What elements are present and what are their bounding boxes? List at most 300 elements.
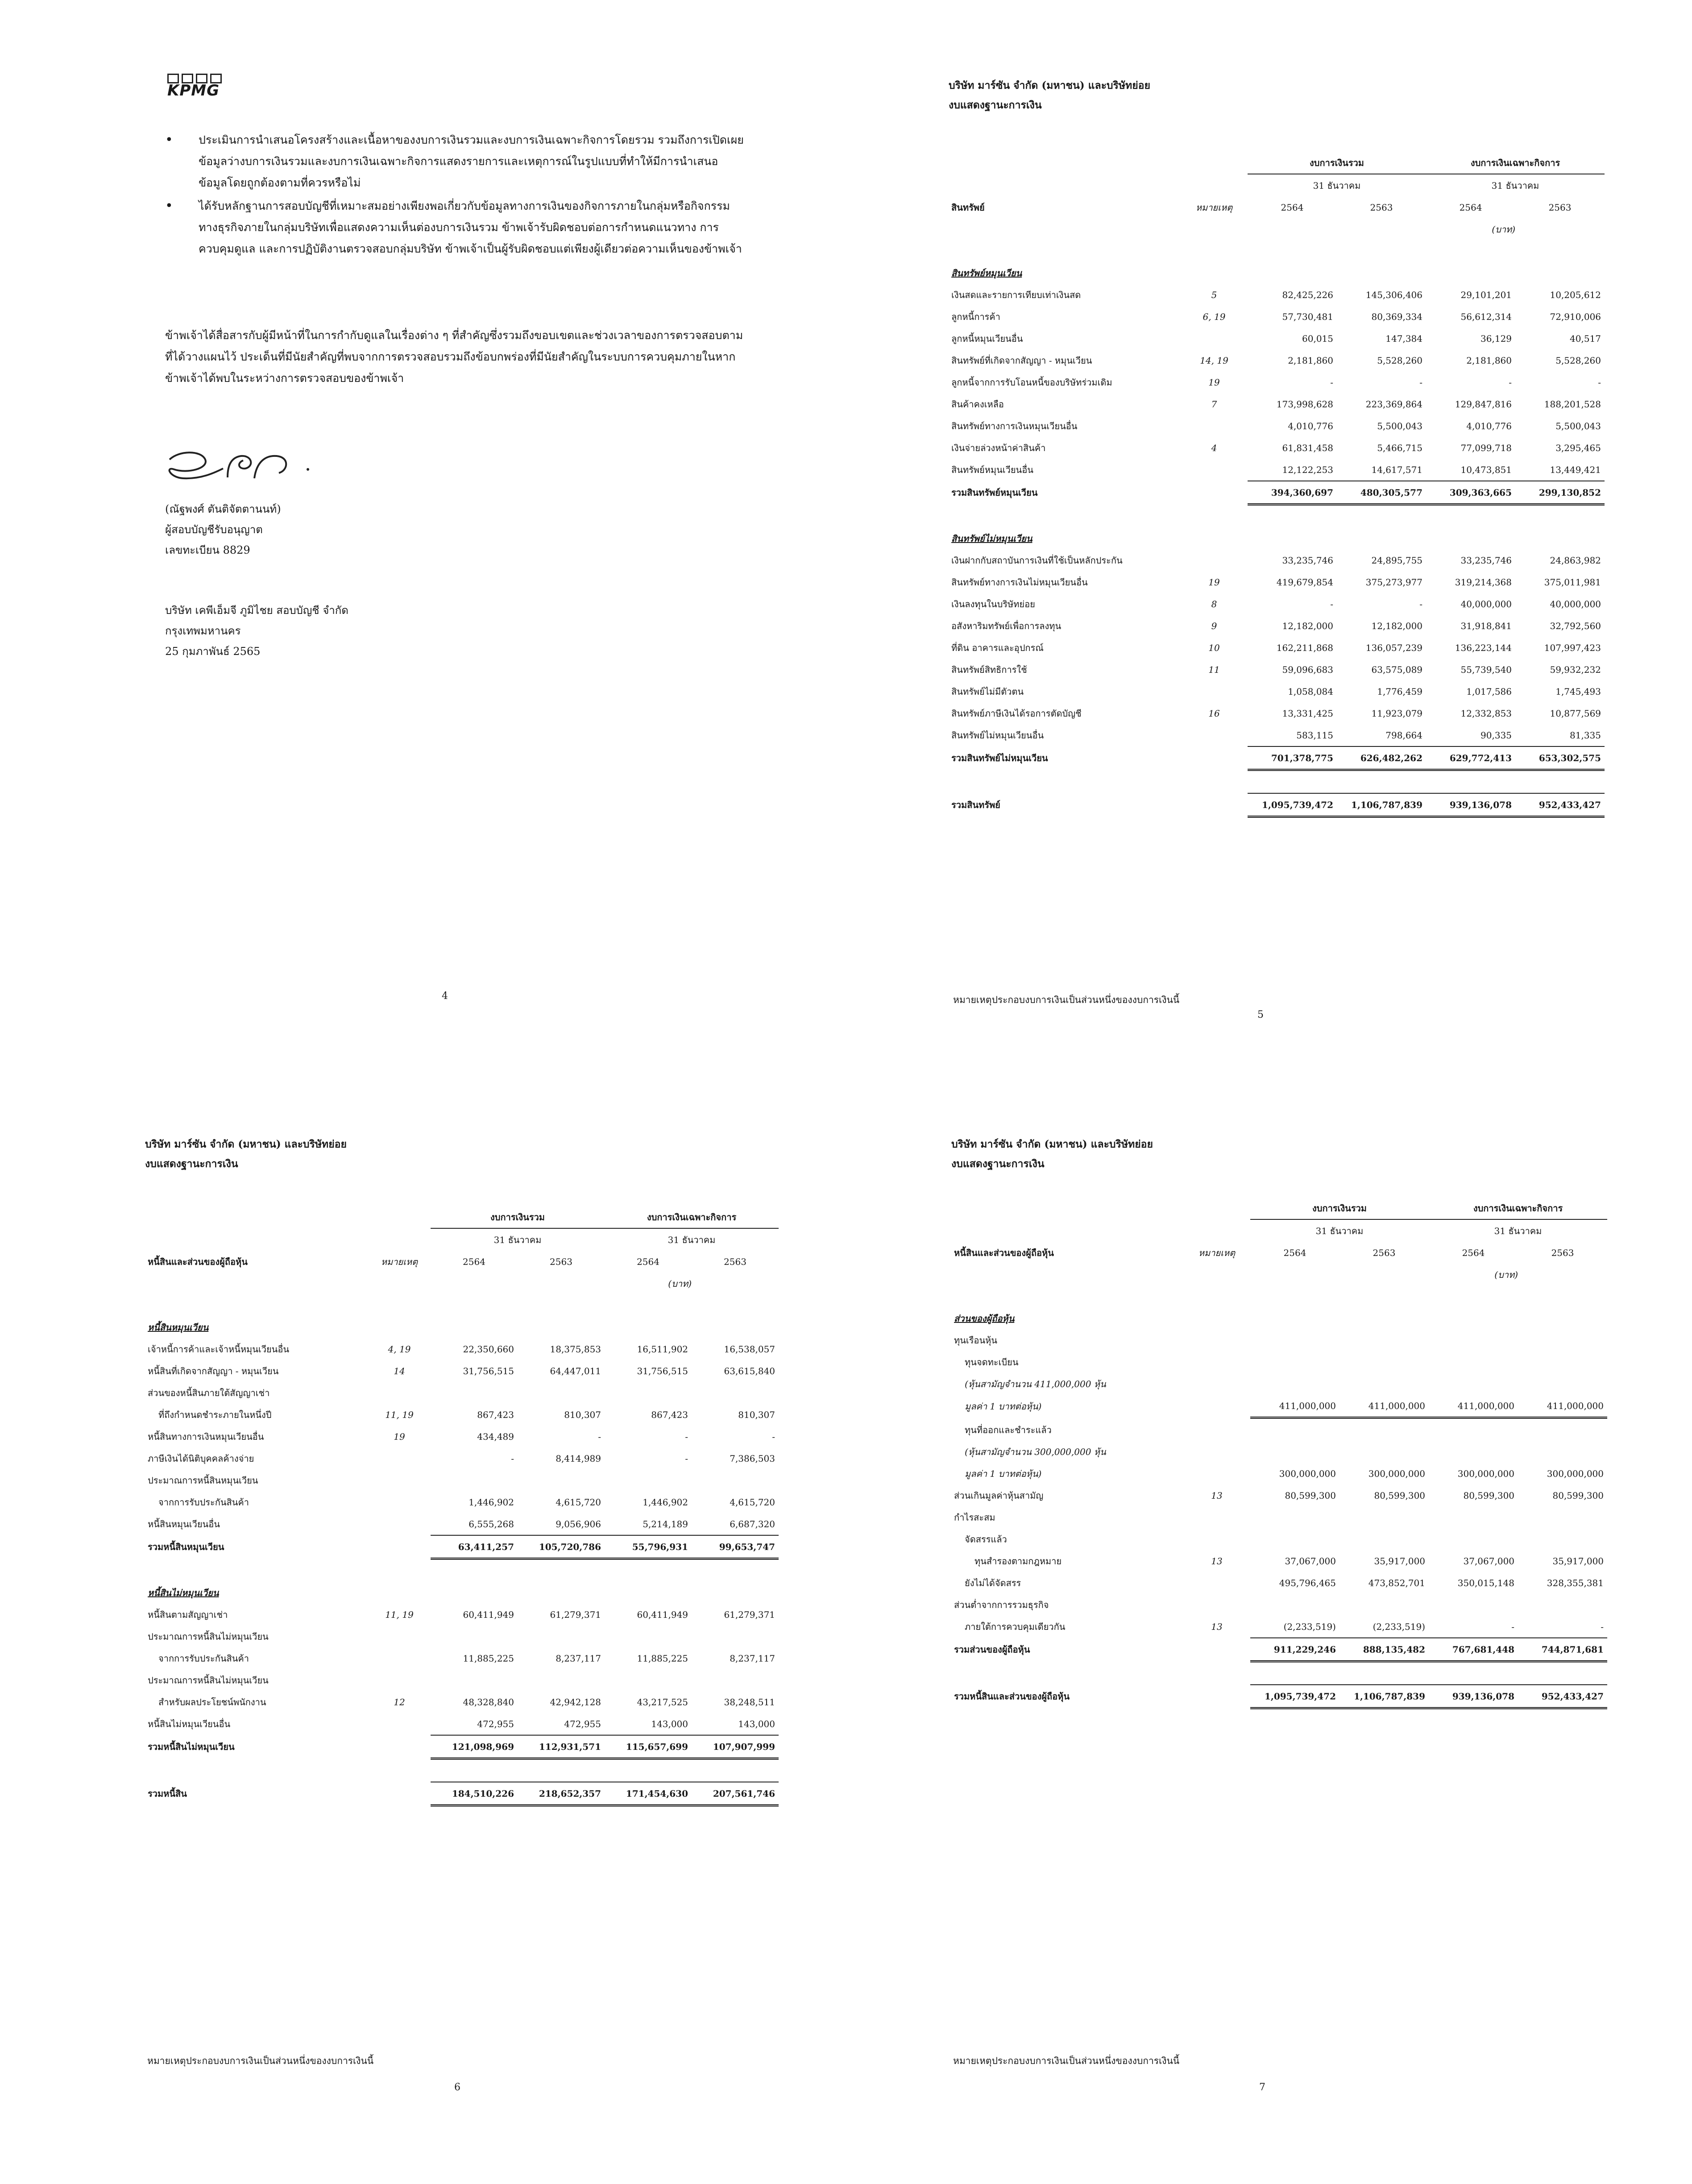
table-row xyxy=(145,1382,779,1404)
amount-cell: 112,931,571 xyxy=(518,1735,605,1759)
table-row xyxy=(949,240,1605,262)
empty-cell xyxy=(1426,770,1515,794)
amount-cell: 24,895,755 xyxy=(1371,555,1423,566)
empty-cell xyxy=(1515,770,1605,794)
row-label: หนี้สินไม่หมุนเวียนอื่น xyxy=(148,1719,231,1729)
row-label: ส่วนเกินมูลค่าหุ้นสามัญ xyxy=(954,1490,1044,1501)
amount-cell: 80,599,300 xyxy=(1463,1490,1515,1501)
row-label: ประมาณการหนี้สินหมุนเวียน xyxy=(148,1475,258,1486)
firm-city: กรุงเทพมหานคร xyxy=(165,625,241,637)
footnote: หมายเหตุประกอบงบการเงินเป็นส่วนหนึ่งของงบการเงินนี้ xyxy=(953,995,1180,1005)
amount-cell: 38,248,511 xyxy=(724,1696,776,1707)
table-row xyxy=(951,1418,1607,1441)
amount-cell: 939,136,078 xyxy=(1429,1685,1518,1708)
year-header: 2563 xyxy=(1370,202,1393,213)
amount-cell: 136,223,144 xyxy=(1455,642,1512,653)
empty-cell xyxy=(1429,1662,1518,1685)
amount-cell: 77,099,718 xyxy=(1460,442,1512,453)
amount-cell: 952,433,427 xyxy=(1515,793,1605,817)
amount-cell: - xyxy=(598,1431,601,1442)
amount-cell: 5,466,715 xyxy=(1377,442,1423,453)
amount-cell: 60,015 xyxy=(1302,333,1333,344)
note-ref: 14, 19 xyxy=(1200,355,1228,366)
empty-cell xyxy=(1181,505,1248,528)
amount-cell: 43,217,525 xyxy=(637,1696,688,1707)
row-label: ลูกหนี้การค้า xyxy=(951,311,1000,322)
note-ref xyxy=(1183,1463,1250,1484)
amount-cell: 411,000,000 xyxy=(1340,1395,1429,1418)
empty-cell xyxy=(1183,1662,1250,1685)
note-ref: 8 xyxy=(1211,598,1217,609)
row-label: เงินสดและรายการเทียบเท่าเงินสด xyxy=(951,289,1081,300)
note-ref: 19 xyxy=(394,1431,405,1442)
as-at-date: 31 ธันวาคม xyxy=(494,1234,542,1245)
note-ref: 13 xyxy=(1211,1555,1223,1567)
year-header: 2563 xyxy=(550,1256,572,1267)
row-label: หนี้สินหมุนเวียนอื่น xyxy=(148,1519,220,1529)
row-label: สินทรัพย์หมุนเวียนอื่น xyxy=(951,464,1033,475)
year-header: 2564 xyxy=(1459,202,1482,213)
row-label: ภาษีเงินได้นิติบุคคลค้างจ่าย xyxy=(148,1453,254,1464)
amount-cell: 1,058,084 xyxy=(1288,686,1333,697)
note-ref: 16 xyxy=(1208,708,1220,719)
empty-cell xyxy=(1340,1285,1429,1307)
table-row xyxy=(949,793,1605,817)
page-number: 5 xyxy=(1257,1009,1264,1020)
row-label: ทุนจดทะเบียน xyxy=(965,1356,1019,1368)
page-4 xyxy=(0,0,846,1089)
amount-cell: 473,852,701 xyxy=(1368,1577,1426,1588)
note-ref: 13 xyxy=(1211,1621,1223,1632)
table-row xyxy=(949,593,1605,615)
amount-cell: 13,331,425 xyxy=(1282,708,1333,719)
empty-cell xyxy=(368,1559,431,1582)
row-label: เงินจ่ายล่วงหน้าค่าสินค้า xyxy=(951,442,1046,453)
table-row xyxy=(145,1469,779,1491)
amount-cell: 35,917,000 xyxy=(1552,1555,1604,1567)
section-title: สินทรัพย์ xyxy=(951,202,985,213)
amount-cell: 55,796,931 xyxy=(605,1535,692,1559)
row-label: รวมหนี้สินหมุนเวียน xyxy=(148,1542,224,1553)
row-label: ที่ถึงกำหนดชำระภายในหนึ่งปี xyxy=(158,1409,272,1420)
amount-cell: 5,528,260 xyxy=(1555,355,1601,366)
section-heading: ส่วนของผู้ถือหุ้น xyxy=(954,1313,1015,1324)
row-label: สินทรัพย์สิทธิการใช้ xyxy=(951,664,1027,675)
table-row xyxy=(949,437,1605,459)
note-ref: 5 xyxy=(1211,289,1217,300)
amount-cell: - xyxy=(1509,377,1512,388)
amount-cell: 12,332,853 xyxy=(1460,708,1512,719)
amount-cell: 300,000,000 xyxy=(1457,1468,1515,1479)
amount-cell: 7,386,503 xyxy=(730,1453,776,1464)
section-title: หนี้สินและส่วนของผู้ถือหุ้น xyxy=(148,1256,248,1267)
table-row xyxy=(951,1441,1607,1463)
amount-cell: 375,273,977 xyxy=(1365,576,1423,588)
amount-cell: 411,000,000 xyxy=(1429,1395,1518,1418)
financial-position-equity-table xyxy=(951,1197,1607,1709)
kpmg-logo xyxy=(167,74,225,99)
amount-cell: 14,617,571 xyxy=(1337,459,1426,481)
amount-cell: 48,328,840 xyxy=(463,1696,514,1707)
empty-cell xyxy=(1429,1285,1518,1307)
amount-cell: 2,181,860 xyxy=(1466,355,1512,366)
table-row xyxy=(949,459,1605,481)
table-row xyxy=(949,549,1605,571)
empty-cell xyxy=(949,240,1181,262)
note-ref: 19 xyxy=(1208,377,1220,388)
amount-cell: - xyxy=(685,1431,688,1442)
row-label: ทุนเรือนหุ้น xyxy=(954,1334,997,1346)
amount-cell: 136,057,239 xyxy=(1365,642,1423,653)
table-row xyxy=(949,505,1605,528)
amount-cell: 57,730,481 xyxy=(1282,311,1333,322)
amount-cell: 411,000,000 xyxy=(1250,1395,1340,1418)
table-row xyxy=(145,1535,779,1559)
amount-cell: 12,182,000 xyxy=(1371,620,1423,631)
row-label: เงินลงทุนในบริษัทย่อย xyxy=(951,598,1035,609)
table-row xyxy=(145,1604,779,1625)
amount-cell: (2,233,519) xyxy=(1250,1616,1340,1638)
amount-cell: 33,235,746 xyxy=(1460,555,1512,566)
page-number: 7 xyxy=(1259,2082,1265,2093)
empty-cell xyxy=(692,1559,779,1582)
amount-cell: 629,772,413 xyxy=(1426,746,1515,770)
amount-cell: 59,096,683 xyxy=(1282,664,1333,675)
note-ref xyxy=(368,1447,431,1469)
note-header: หมายเหตุ xyxy=(1195,202,1233,213)
as-at-date: 31 ธันวาคม xyxy=(1494,1225,1542,1236)
amount-cell: 223,369,864 xyxy=(1365,398,1423,410)
empty-cell xyxy=(145,1294,368,1316)
amount-cell: 5,528,260 xyxy=(1377,355,1423,366)
amount-cell: 319,214,368 xyxy=(1455,576,1512,588)
amount-cell: 72,910,006 xyxy=(1550,311,1601,322)
year-header: 2564 xyxy=(1462,1247,1485,1258)
company-name: บริษัท มาร์ซัน จำกัด (มหาชน) และบริษัทย่อย xyxy=(951,1138,1153,1150)
amount-cell: 107,997,423 xyxy=(1544,642,1601,653)
amount-cell: 394,360,697 xyxy=(1248,481,1337,505)
empty-cell xyxy=(1250,1285,1340,1307)
table-row xyxy=(951,1685,1607,1708)
row-label: ทุนสำรองตามกฎหมาย xyxy=(975,1555,1062,1567)
amount-cell: 472,955 xyxy=(518,1713,605,1735)
table-row xyxy=(145,1647,779,1669)
row-label: ประมาณการหนี้สินไม่หมุนเวียน xyxy=(148,1674,269,1686)
note-ref xyxy=(1183,1395,1250,1418)
amount-cell: 105,720,786 xyxy=(518,1535,605,1559)
footnote: หมายเหตุประกอบงบการเงินเป็นส่วนหนึ่งของงบการเงินนี้ xyxy=(953,2056,1180,2066)
note-ref xyxy=(1181,793,1248,817)
table-row xyxy=(949,680,1605,702)
note-ref xyxy=(368,1782,431,1806)
table-row xyxy=(949,571,1605,593)
empty-cell xyxy=(1181,240,1248,262)
amount-cell: 867,423 xyxy=(477,1409,514,1420)
table-row xyxy=(949,659,1605,680)
amount-cell: 8,414,989 xyxy=(556,1453,601,1464)
as-at-date: 31 ธันวาคม xyxy=(668,1234,716,1245)
amount-cell: 80,599,300 xyxy=(1552,1490,1604,1501)
row-label: สินทรัพย์ที่เกิดจากสัญญา - หมุนเวียน xyxy=(951,355,1092,366)
amount-cell: 11,885,225 xyxy=(463,1653,514,1664)
table-row xyxy=(145,1669,779,1691)
amount-cell: 8,237,117 xyxy=(730,1653,776,1664)
row-label: ประมาณการหนี้สินไม่หมุนเวียน xyxy=(148,1631,269,1642)
amount-cell: 80,599,300 xyxy=(1285,1490,1336,1501)
amount-cell: 1,446,902 xyxy=(469,1496,514,1508)
empty-cell xyxy=(1515,505,1605,528)
table-row xyxy=(951,1528,1607,1550)
as-at-date: 31 ธันวาคม xyxy=(1315,1225,1364,1236)
note-ref: 19 xyxy=(1208,576,1220,588)
amount-cell: 147,384 xyxy=(1385,333,1423,344)
amount-cell: 419,679,854 xyxy=(1276,576,1333,588)
empty-cell xyxy=(951,1285,1183,1307)
amount-cell: 10,205,612 xyxy=(1550,289,1601,300)
row-label: ยังไม่ได้จัดสรร xyxy=(965,1577,1021,1588)
row-label: หนี้สินตามสัญญาเช่า xyxy=(148,1609,228,1620)
year-header: 2563 xyxy=(1373,1247,1396,1258)
auditor-block xyxy=(165,499,281,560)
row-label: (หุ้นสามัญจำนวน 411,000,000 หุ้น xyxy=(965,1378,1106,1389)
note-ref: 13 xyxy=(1211,1490,1223,1501)
amount-cell: 184,510,226 xyxy=(431,1782,518,1806)
amount-cell: 952,433,427 xyxy=(1518,1685,1607,1708)
amount-cell: 59,932,232 xyxy=(1550,664,1601,675)
amount-cell: 64,447,011 xyxy=(550,1365,601,1376)
amount-cell: (2,233,519) xyxy=(1340,1616,1429,1638)
amount-cell: 61,279,371 xyxy=(550,1609,601,1620)
col-separate: งบการเงินเฉพาะกิจการ xyxy=(1429,1197,1607,1219)
amount-cell: 328,355,381 xyxy=(1547,1577,1604,1588)
page-number: 6 xyxy=(454,2082,460,2093)
amount-cell: - xyxy=(772,1431,776,1442)
page-number: 4 xyxy=(442,990,448,1002)
empty-cell xyxy=(1248,240,1337,262)
note-ref xyxy=(1183,1638,1250,1662)
amount-cell: 143,000 xyxy=(605,1713,692,1735)
amount-cell: 1,095,739,472 xyxy=(1248,793,1337,817)
amount-cell: 61,279,371 xyxy=(724,1609,776,1620)
note-ref xyxy=(1181,327,1248,349)
page-6 xyxy=(0,1092,846,2184)
amount-cell: 309,363,665 xyxy=(1426,481,1515,505)
empty-cell xyxy=(692,1759,779,1782)
row-label: มูลค่า 1 บาทต่อหุ้น) xyxy=(965,1468,1042,1479)
row-label: เงินฝากกับสถาบันการเงินที่ใช้เป็นหลักประกัน xyxy=(951,555,1123,566)
as-at-date: 31 ธันวาคม xyxy=(1491,180,1539,191)
empty-cell xyxy=(949,505,1181,528)
note-ref xyxy=(368,1713,431,1735)
note-ref: 11, 19 xyxy=(385,1609,414,1620)
statement-title: งบแสดงฐานะการเงิน xyxy=(949,99,1042,111)
amount-cell: 60,411,949 xyxy=(463,1609,514,1620)
note-ref xyxy=(1183,1572,1250,1594)
amount-cell: 4,010,776 xyxy=(1288,420,1333,431)
note-ref: 11, 19 xyxy=(385,1409,414,1420)
col-separate: งบการเงินเฉพาะกิจการ xyxy=(1426,152,1605,174)
unit-label: (บาท) xyxy=(1492,224,1516,235)
empty-cell xyxy=(1340,1662,1429,1685)
note-ref xyxy=(1183,1685,1250,1708)
empty-cell xyxy=(605,1294,692,1316)
table-row xyxy=(949,415,1605,437)
table-row xyxy=(145,1447,779,1469)
note-ref: 12 xyxy=(394,1696,405,1707)
row-label: กำไรสะสม xyxy=(954,1512,995,1523)
amount-cell: 40,000,000 xyxy=(1460,598,1512,609)
amount-cell: 115,657,699 xyxy=(605,1735,692,1759)
amount-cell: 810,307 xyxy=(564,1409,601,1420)
empty-cell xyxy=(1248,505,1337,528)
row-label: ลูกหนี้จากการรับโอนหนี้ของบริษัทร่วมเดิม xyxy=(951,377,1112,388)
amount-cell: 16,511,902 xyxy=(637,1343,688,1355)
table-row xyxy=(951,1550,1607,1572)
amount-cell: 3,295,465 xyxy=(1555,442,1601,453)
note-ref xyxy=(368,1535,431,1559)
amount-cell: 63,615,840 xyxy=(724,1365,776,1376)
empty-cell xyxy=(368,1759,431,1782)
empty-cell xyxy=(605,1559,692,1582)
amount-cell: 22,350,660 xyxy=(463,1343,514,1355)
amount-cell: 29,101,201 xyxy=(1460,289,1512,300)
note-ref xyxy=(1181,549,1248,571)
amount-cell: 60,411,949 xyxy=(637,1609,688,1620)
empty-cell xyxy=(1337,240,1426,262)
company-name: บริษัท มาร์ซัน จำกัด (มหาชน) และบริษัทย่อย xyxy=(145,1138,347,1150)
table-row xyxy=(951,1463,1607,1484)
amount-cell: 5,500,043 xyxy=(1377,420,1423,431)
note-header: หมายเหตุ xyxy=(381,1256,418,1267)
amount-cell: 33,235,746 xyxy=(1282,555,1333,566)
amount-cell: 42,942,128 xyxy=(550,1696,601,1707)
amount-cell: 107,907,999 xyxy=(692,1735,779,1759)
empty-cell xyxy=(1337,505,1426,528)
financial-position-liabilities-table xyxy=(145,1206,779,1807)
amount-cell: 350,015,148 xyxy=(1457,1577,1515,1588)
table-row xyxy=(949,481,1605,505)
amount-cell: 37,067,000 xyxy=(1285,1555,1336,1567)
amount-cell: 1,106,787,839 xyxy=(1340,1685,1429,1708)
amount-cell: 888,135,482 xyxy=(1340,1638,1429,1662)
table-row xyxy=(951,1616,1607,1638)
amount-cell: 40,517 xyxy=(1570,333,1601,344)
table-row xyxy=(145,1691,779,1713)
unit-label: (บาท) xyxy=(1494,1269,1518,1280)
row-label: (หุ้นสามัญจำนวน 300,000,000 หุ้น xyxy=(965,1446,1106,1457)
amount-cell: 1,106,787,839 xyxy=(1337,793,1426,817)
amount-cell: 1,446,902 xyxy=(643,1496,688,1508)
amount-cell: 375,011,981 xyxy=(1544,576,1601,588)
amount-cell: 701,378,775 xyxy=(1248,746,1337,770)
empty-cell xyxy=(518,1294,605,1316)
amount-cell: 90,335 xyxy=(1426,724,1515,746)
amount-cell: 6,555,268 xyxy=(431,1513,518,1535)
row-label: มูลค่า 1 บาทต่อหุ้น) xyxy=(965,1401,1042,1412)
statement-header xyxy=(949,76,1150,115)
table-row xyxy=(949,306,1605,327)
row-label: อสังหาริมทรัพย์เพื่อการลงทุน xyxy=(951,620,1062,631)
amount-cell: 8,237,117 xyxy=(556,1653,601,1664)
empty-cell xyxy=(605,1759,692,1782)
table-row xyxy=(145,1404,779,1426)
amount-cell: 82,425,226 xyxy=(1282,289,1333,300)
table-row xyxy=(145,1316,779,1338)
amount-cell: 798,664 xyxy=(1337,724,1426,746)
amount-cell: 583,115 xyxy=(1248,724,1337,746)
amount-cell: 9,056,906 xyxy=(518,1513,605,1535)
table-row xyxy=(949,371,1605,393)
amount-cell: 63,575,089 xyxy=(1371,664,1423,675)
amount-cell: 653,302,575 xyxy=(1515,746,1605,770)
amount-cell: 16,538,057 xyxy=(724,1343,776,1355)
auditor-title: ผู้สอบบัญชีรับอนุญาต xyxy=(165,523,263,536)
empty-cell xyxy=(1518,1662,1607,1685)
table-row xyxy=(949,262,1605,284)
governance-paragraph: ข้าพเจ้าได้สื่อสารกับผู้มีหน้าที่ในการกำกับดูแลในเรื่องต่าง ๆ ที่สำคัญซึ่งรวมถึงขอบเขตและช่วงเวลาของการตรวจสอบตามที่ได้วางแผนไว้ ประเด็นที่มีนัยสำคัญที่พบจากการตรวจสอบรวมถึงข้อบกพร่องที่มีนัยสำคัญในระบบการควบคุมภายในหากข้าพเจ้าได้พบในระหว่างการตรวจสอบของข้าพเจ้า xyxy=(165,329,743,385)
amount-cell: 434,489 xyxy=(477,1431,514,1442)
amount-cell: 80,369,334 xyxy=(1371,311,1423,322)
table-row xyxy=(949,770,1605,794)
row-label: จากการรับประกันสินค้า xyxy=(158,1496,249,1508)
note-ref xyxy=(368,1735,431,1759)
amount-cell: 218,652,357 xyxy=(518,1782,605,1806)
row-label: รวมสินทรัพย์ไม่หมุนเวียน xyxy=(951,753,1048,764)
table-row xyxy=(951,1329,1607,1351)
row-label: เจ้าหนี้การค้าและเจ้าหนี้หมุนเวียนอื่น xyxy=(148,1343,290,1355)
page-7 xyxy=(846,1092,1692,2184)
auditor-registration: เลขทะเบียน 8829 xyxy=(165,544,250,556)
amount-cell: 188,201,528 xyxy=(1544,398,1601,410)
audit-procedures-list xyxy=(161,129,745,261)
table-row xyxy=(951,1506,1607,1528)
table-row xyxy=(951,1572,1607,1594)
amount-cell: 143,000 xyxy=(692,1713,779,1735)
note-ref xyxy=(368,1491,431,1513)
amount-cell: 61,831,458 xyxy=(1282,442,1333,453)
amount-cell: 911,229,246 xyxy=(1250,1638,1340,1662)
amount-cell: 36,129 xyxy=(1480,333,1512,344)
amount-cell: 162,211,868 xyxy=(1276,642,1333,653)
amount-cell: 5,500,043 xyxy=(1555,420,1601,431)
amount-cell: 129,847,816 xyxy=(1455,398,1512,410)
empty-cell xyxy=(1181,770,1248,794)
amount-cell: 411,000,000 xyxy=(1518,1395,1607,1418)
table-row xyxy=(949,615,1605,637)
note-ref xyxy=(1181,459,1248,481)
amount-cell: - xyxy=(1330,377,1333,388)
table-row xyxy=(145,1735,779,1759)
table-row xyxy=(145,1782,779,1806)
amount-cell: 171,454,630 xyxy=(605,1782,692,1806)
amount-cell: 40,000,000 xyxy=(1550,598,1601,609)
amount-cell: - xyxy=(1419,377,1423,388)
table-row xyxy=(949,637,1605,659)
row-label: รวมหนี้สินไม่หมุนเวียน xyxy=(148,1741,235,1753)
amount-cell: 939,136,078 xyxy=(1426,793,1515,817)
amount-cell: 300,000,000 xyxy=(1368,1468,1426,1479)
statement-header xyxy=(145,1135,347,1174)
amount-cell: 121,098,969 xyxy=(431,1735,518,1759)
amount-cell: - xyxy=(1518,1616,1607,1638)
amount-cell: 472,955 xyxy=(431,1713,518,1735)
table-row xyxy=(951,1662,1607,1685)
table-row xyxy=(145,1713,779,1735)
amount-cell: 480,305,577 xyxy=(1337,481,1426,505)
amount-cell: 31,756,515 xyxy=(637,1365,688,1376)
empty-cell xyxy=(431,1759,518,1782)
amount-cell: 11,923,079 xyxy=(1371,708,1423,719)
